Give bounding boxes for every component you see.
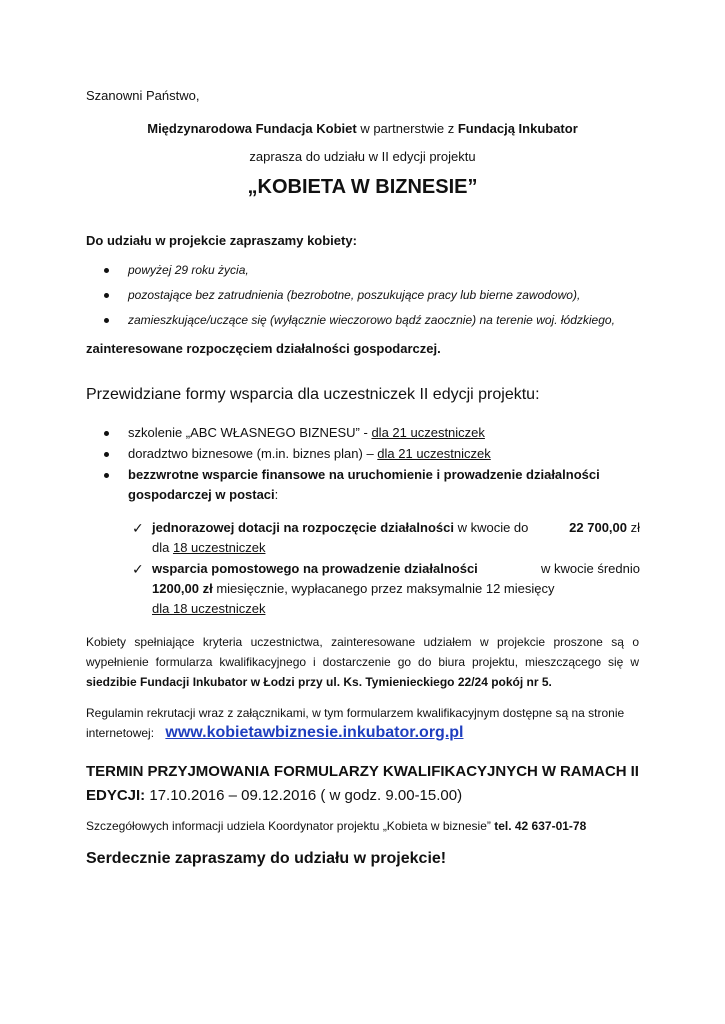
- support-text: w kwocie średnio: [541, 561, 640, 576]
- form-text: doradztwo biznesowe (m.in. biznes plan) –: [128, 446, 378, 461]
- support-type: wsparcia pomostowego na prowadzenie działalności: [152, 561, 478, 576]
- check-line: [152, 538, 640, 558]
- form-tail: :: [274, 487, 279, 502]
- heading-word: II: [630, 763, 639, 780]
- bullet-icon: [104, 473, 109, 478]
- office-address: siedzibie Fundacji Inkubator w Łodzi przy ul. Ks. Tymienieckiego 22/24 pokój nr 5.: [86, 675, 552, 689]
- bullet-icon: [104, 318, 109, 323]
- deadline-dates: 17.10.2016 – 09.12.2016 ( w godz. 9.00-15.00): [145, 787, 463, 804]
- participant-count: dla 21 uczestniczek: [371, 425, 485, 440]
- bullet-icon: [104, 268, 109, 273]
- checkmark-icon: ✓: [132, 561, 144, 577]
- check-line-right: [569, 518, 640, 538]
- checkmark-icon: ✓: [132, 520, 144, 536]
- criterion-text: pozostające bez zatrudnienia (bezrobotne, poszukujące pracy lub bierne zawodowo),: [128, 288, 581, 302]
- org-name-1: Międzynarodowa Fundacja Kobiet: [147, 121, 357, 136]
- list-item: [132, 518, 640, 558]
- support-text: w kwocie do: [453, 520, 529, 535]
- paragraph-text: Regulamin rekrutacji wraz z załącznikami, w tym formularzem kwalifikacyjnym dostępne są na stronie: [86, 706, 625, 720]
- check-line: [152, 518, 640, 538]
- heading-word: W: [541, 763, 557, 780]
- deadline-heading: [86, 760, 639, 784]
- heading-word: KWALIFIKACYJNYCH: [382, 763, 538, 780]
- list-item: [104, 312, 615, 337]
- form-text: bezzwrotne wsparcie finansowe na uruchomienie i prowadzenie działalności gospodarczej w postaci: [128, 467, 600, 502]
- heading-word: RAMACH: [559, 763, 627, 780]
- regulations-paragraph: [86, 703, 639, 743]
- heading-word: EDYCJI:: [86, 787, 146, 804]
- support-forms-heading: Przewidziane formy wsparcia dla uczestniczek II edycji projektu:: [86, 386, 540, 403]
- criterion-text: zamieszkujące/uczące się (wyłącznie wieczorowo bądź zaocznie) na terenie woj. łódzkiego,: [128, 313, 615, 327]
- website-link[interactable]: www.kobietawbiznesie.inkubator.org.pl: [165, 724, 464, 741]
- heading-word: FORMULARZY: [273, 763, 379, 780]
- deadline-block: [86, 760, 639, 808]
- support-amount: 22 700,00: [569, 520, 627, 535]
- paragraph-text: Szczegółowych informacji udziela Koordynator projektu „Kobieta w biznesie”: [86, 819, 495, 833]
- deadline-dates-line: [86, 784, 639, 808]
- participant-count: 18 uczestniczek: [172, 540, 266, 555]
- criterion-text: powyżej 29 roku życia,: [128, 263, 249, 277]
- website-line: [86, 723, 639, 743]
- participant-count: dla 21 uczestniczek: [377, 446, 491, 461]
- greeting: Szanowni Państwo,: [86, 88, 200, 103]
- check-line: [152, 579, 640, 599]
- list-item: [104, 287, 615, 312]
- check-line-left: [152, 518, 528, 538]
- intro-line-1: [86, 121, 639, 136]
- intro-line-2: zaprasza do udziału w II edycji projektu: [249, 149, 476, 164]
- application-paragraph: [86, 632, 639, 692]
- heading-word: PRZYJMOWANIA: [147, 763, 270, 780]
- bullet-icon: [104, 452, 109, 457]
- bullet-icon: [104, 293, 109, 298]
- list-item: [104, 423, 644, 443]
- list-item: [104, 262, 615, 287]
- form-text: szkolenie „ABC WŁASNEGO BIZNESU” -: [128, 425, 372, 440]
- heading-word: TERMIN: [86, 763, 144, 780]
- paragraph-text: internetowej:: [86, 726, 158, 740]
- support-text: dla: [152, 540, 173, 555]
- check-line: [152, 559, 640, 579]
- org-name-2: Fundacją Inkubator: [457, 121, 578, 136]
- support-forms-list: [104, 423, 644, 506]
- support-text: miesięcznie, wypłacanego przez maksymalnie 12 miesięcy: [212, 581, 555, 596]
- support-type: jednorazowej dotacji na rozpoczęcie działalności: [152, 520, 454, 535]
- list-item: [104, 465, 644, 505]
- support-amount: 1200,00 zł: [152, 581, 213, 596]
- list-item: [104, 444, 644, 464]
- criteria-list: [104, 262, 615, 337]
- contact-info: [86, 819, 639, 833]
- paragraph-text: Kobiety spełniające kryteria uczestnictwa, zainteresowane udziałem w projekcie proszone są o wypełnienie formularza kwalifikacyjnego i dostarczenie go do biura projektu, mieszczącego się w: [86, 635, 639, 669]
- participant-count: dla 18 uczestniczek: [152, 601, 266, 616]
- interested-line: zainteresowane rozpoczęciem działalności gospodarczej.: [86, 341, 441, 356]
- financial-support-list: [132, 518, 640, 620]
- phone-number: tel. 42 637-01-78: [494, 819, 587, 833]
- support-unit: zł: [627, 520, 640, 535]
- invite-heading: Do udziału w projekcie zapraszamy kobiety:: [86, 233, 357, 248]
- project-title: „KOBIETA W BIZNESIE”: [247, 176, 478, 198]
- check-line: [152, 599, 640, 619]
- bullet-icon: [104, 431, 109, 436]
- closing-line: Serdecznie zapraszamy do udziału w projekcie!: [86, 850, 447, 867]
- intro-mid: w partnerstwie z: [356, 121, 458, 136]
- list-item: [132, 559, 640, 619]
